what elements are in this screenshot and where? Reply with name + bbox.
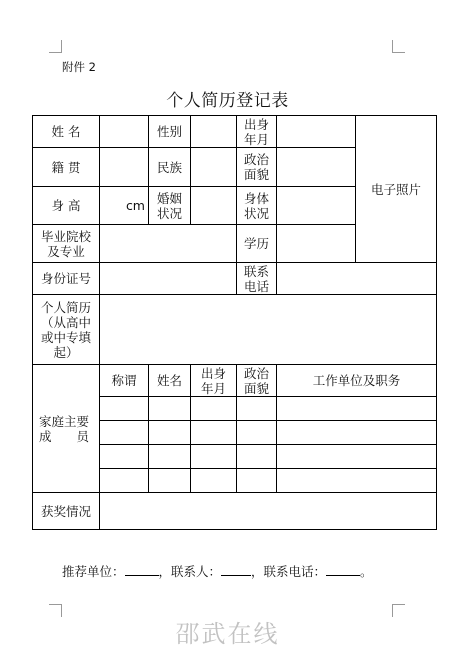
field-native-place[interactable]: [100, 148, 149, 187]
footer-contact-label: ，联系人：: [158, 564, 222, 579]
field-birth[interactable]: [277, 116, 356, 148]
field-political-status[interactable]: [277, 148, 356, 187]
label-ethnicity: 民族: [149, 148, 191, 187]
field-health[interactable]: [277, 187, 356, 225]
label-marital-status: 婚姻 状况: [149, 187, 191, 225]
registration-form-table: [32, 115, 437, 530]
family-cell[interactable]: [277, 421, 437, 445]
footer-end: 。: [360, 564, 373, 579]
family-cell[interactable]: [237, 397, 277, 421]
family-cell[interactable]: [149, 469, 191, 493]
family-cell[interactable]: [277, 397, 437, 421]
label-family: 家庭主要 成 员: [33, 365, 100, 493]
family-cell[interactable]: [149, 445, 191, 469]
footer-line: [62, 562, 373, 580]
family-cell[interactable]: [100, 445, 149, 469]
footer-phone-label: ，联系电话：: [251, 564, 327, 579]
label-height: 身 高: [33, 187, 100, 225]
footer-contact-blank[interactable]: [221, 563, 251, 576]
family-cell[interactable]: [277, 445, 437, 469]
family-header-name: 姓名: [149, 365, 191, 397]
family-cell[interactable]: [191, 397, 237, 421]
family-cell[interactable]: [237, 421, 277, 445]
family-header-work: 工作单位及职务: [277, 365, 437, 397]
family-cell[interactable]: [149, 397, 191, 421]
field-resume[interactable]: [100, 295, 437, 365]
family-cell[interactable]: [149, 421, 191, 445]
footer-unit-label: 推荐单位：: [62, 564, 125, 579]
footer-phone-blank[interactable]: [326, 563, 360, 576]
family-cell[interactable]: [100, 421, 149, 445]
field-name[interactable]: [100, 116, 149, 148]
field-id-number[interactable]: [100, 263, 237, 295]
label-id-number: 身份证号: [33, 263, 100, 295]
corner-mark-top-left: [49, 40, 62, 53]
form-title: 个人简历登记表: [166, 91, 289, 111]
corner-mark-top-right: [392, 40, 405, 53]
label-health: 身体 状况: [237, 187, 277, 225]
family-cell[interactable]: [277, 469, 437, 493]
family-header-birth: 出身 年月: [191, 365, 237, 397]
label-contact-phone: 联系 电话: [237, 263, 277, 295]
family-cell[interactable]: [191, 445, 237, 469]
family-cell[interactable]: [191, 421, 237, 445]
family-cell[interactable]: [100, 469, 149, 493]
label-resume: 个人简历 （从高中 或中专填 起）: [33, 295, 100, 365]
field-awards[interactable]: [100, 493, 437, 530]
field-education[interactable]: [277, 225, 356, 263]
photo-cell[interactable]: 电子照片: [356, 116, 437, 263]
label-name: 姓 名: [33, 116, 100, 148]
label-native-place: 籍 贯: [33, 148, 100, 187]
family-header-political: 政治 面貌: [237, 365, 277, 397]
family-cell[interactable]: [237, 445, 277, 469]
field-marital-status[interactable]: [191, 187, 237, 225]
attachment-label: 附件 2: [62, 60, 96, 74]
footer-unit-blank[interactable]: [125, 563, 159, 576]
field-gender[interactable]: [191, 116, 237, 148]
label-school-major: 毕业院校 及专业: [33, 225, 100, 263]
family-cell[interactable]: [237, 469, 277, 493]
field-contact-phone[interactable]: [277, 263, 437, 295]
family-header-relation: 称谓: [100, 365, 149, 397]
field-school-major[interactable]: [100, 225, 237, 263]
label-awards: 获奖情况: [33, 493, 100, 530]
field-height[interactable]: cm: [100, 187, 149, 225]
watermark: 邵武在线: [175, 620, 280, 648]
label-political-status: 政治 面貌: [237, 148, 277, 187]
label-gender: 性别: [149, 116, 191, 148]
label-birth: 出身 年月: [237, 116, 277, 148]
field-ethnicity[interactable]: [191, 148, 237, 187]
family-cell[interactable]: [100, 397, 149, 421]
family-cell[interactable]: [191, 469, 237, 493]
label-education: 学历: [237, 225, 277, 263]
